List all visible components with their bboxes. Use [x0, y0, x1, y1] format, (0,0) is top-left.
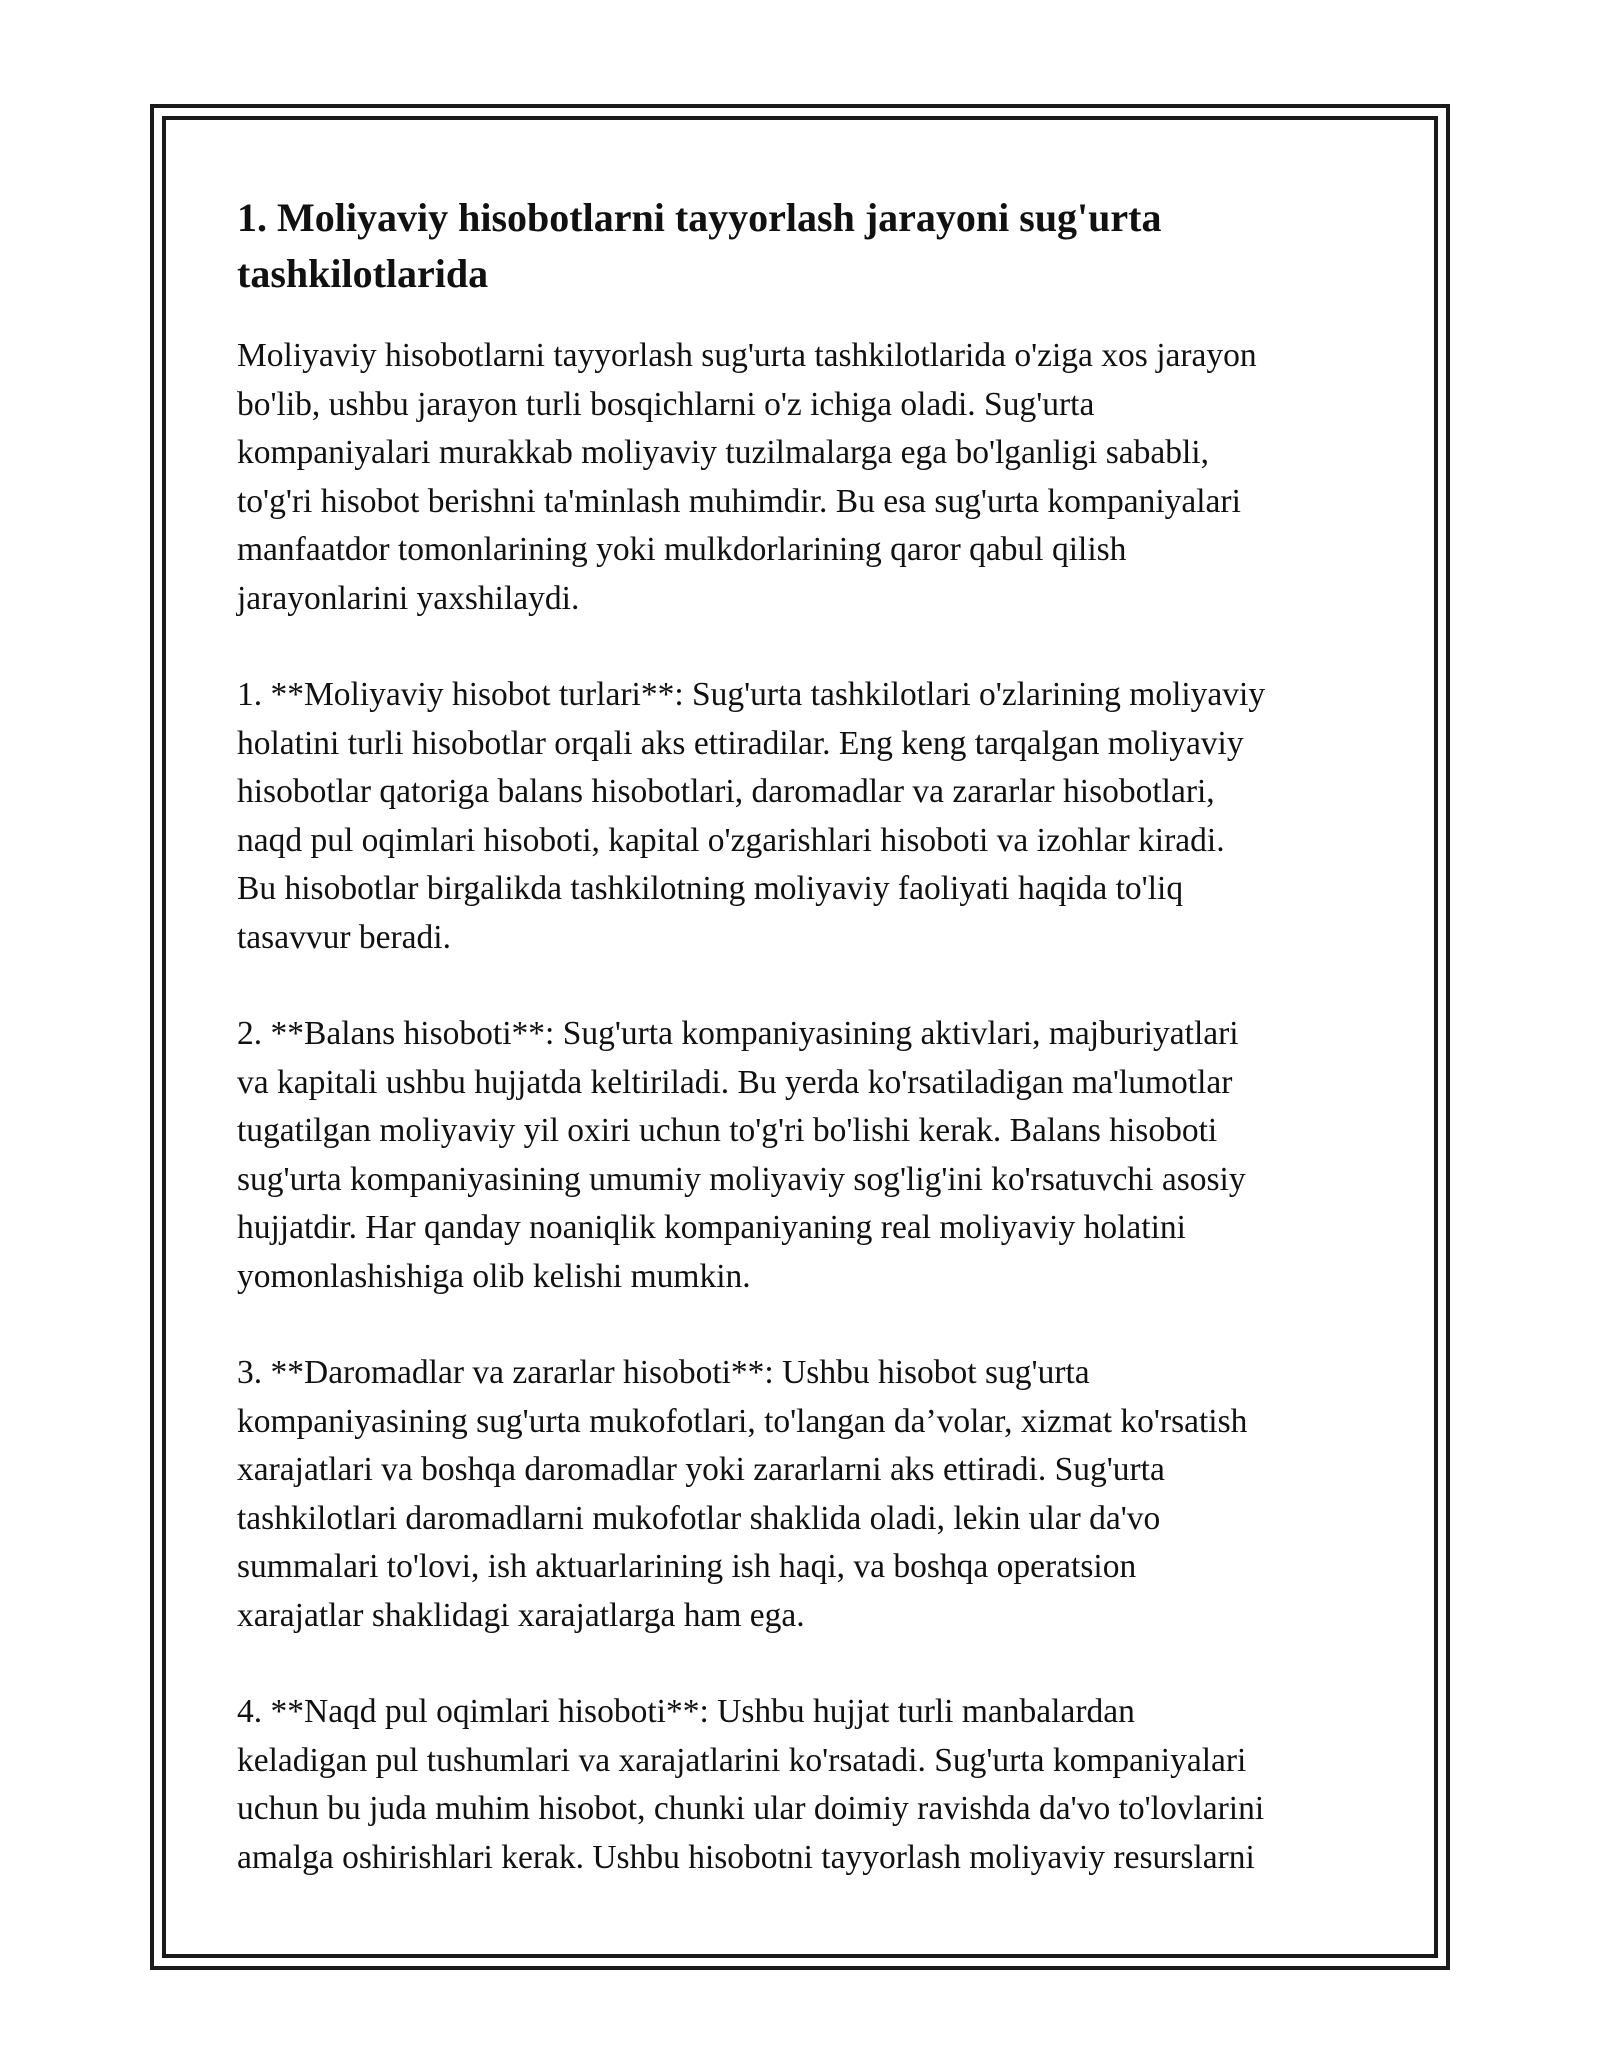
text-line: jarayonlarini yaxshilaydi. — [237, 579, 580, 617]
text-line: sug'urta kompaniyasining umumiy moliyaviy sog'lig'ini ko'rsatuvchi asosiy — [237, 1160, 1246, 1198]
heading-line: 1. Moliyaviy hisobotlarni tayyorlash jarayoni sug'urta — [237, 195, 1162, 240]
text-line: 2. **Balans hisoboti**: Sug'urta kompaniyasining aktivlari, majburiyatlari — [237, 1015, 1239, 1052]
document-body — [237, 190, 1387, 1882]
paragraph-report-types — [237, 671, 1387, 962]
text-line: to'g'ri hisobot berishni ta'minlash muhimdir. Bu esa sug'urta kompaniyalari — [237, 482, 1241, 520]
text-line: Bu hisobotlar birgalikda tashkilotning moliyaviy faoliyati haqida to'liq — [237, 870, 1184, 907]
paragraph-balance-sheet — [237, 1010, 1387, 1301]
text-line: 3. **Daromadlar va zararlar hisoboti**: Ushbu hisobot sug'urta — [237, 1354, 1090, 1391]
text-line: naqd pul oqimlari hisoboti, kapital o'zgarishlari hisoboti va izohlar kiradi. — [237, 821, 1225, 859]
text-line: keladigan pul tushumlari va xarajatlarini ko'rsatadi. Sug'urta kompaniyalari — [237, 1741, 1247, 1779]
text-line: Moliyaviy hisobotlarni tayyorlash sug'urta tashkilotlarida o'ziga xos jarayon — [237, 337, 1257, 374]
text-line: tasavvur beradi. — [237, 918, 451, 956]
intro-paragraph — [237, 332, 1387, 623]
text-line: yomonlashishiga olib kelishi mumkin. — [237, 1257, 751, 1295]
text-line: kompaniyasining sug'urta mukofotlari, to'langan da’volar, xizmat ko'rsatish — [237, 1402, 1248, 1440]
text-line: hujjatdir. Har qanday noaniqlik kompaniyaning real moliyaviy holatini — [237, 1209, 1186, 1246]
paragraph-cash-flow — [237, 1688, 1387, 1882]
text-line: tashkilotlari daromadlarni mukofotlar shaklida oladi, lekin ular da'vo — [237, 1499, 1161, 1537]
text-line: 4. **Naqd pul oqimlari hisoboti**: Ushbu hujjat turli manbalardan — [237, 1693, 1135, 1730]
text-line: amalga oshirishlari kerak. Ushbu hisobotni tayyorlash moliyaviy resurslarni — [237, 1838, 1255, 1876]
text-line: tugatilgan moliyaviy yil oxiri uchun to'g'ri bo'lishi kerak. Balans hisoboti — [237, 1112, 1218, 1149]
text-line: 1. **Moliyaviy hisobot turlari**: Sug'urta tashkilotlari o'zlarining moliyaviy — [237, 676, 1266, 713]
text-line: uchun bu juda muhim hisobot, chunki ular doimiy ravishda da'vo to'lovlarini — [237, 1790, 1265, 1827]
text-line: xarajatlari va boshqa daromadlar yoki zararlarni aks ettiradi. Sug'urta — [237, 1451, 1165, 1488]
heading-line: tashkilotlarida — [237, 251, 489, 296]
text-line: xarajatlar shaklidagi xarajatlarga ham ega. — [237, 1596, 805, 1634]
text-line: va kapitali ushbu hujjatda keltiriladi. Bu yerda ko'rsatiladigan ma'lumotlar — [237, 1063, 1233, 1101]
text-line: hisobotlar qatoriga balans hisobotlari, daromadlar va zararlar hisobotlari, — [237, 773, 1215, 810]
text-line: bo'lib, ushbu jarayon turli bosqichlarni o'z ichiga oladi. Sug'urta — [237, 385, 1095, 423]
text-line: manfaatdor tomonlarining yoki mulkdorlarining qaror qabul qilish — [237, 531, 1127, 568]
text-line: holatini turli hisobotlar orqali aks ettiradilar. Eng keng tarqalgan moliyaviy — [237, 724, 1244, 762]
section-heading — [237, 190, 1387, 302]
text-line: kompaniyalari murakkab moliyaviy tuzilmalarga ega bo'lganligi sababli, — [237, 434, 1209, 471]
text-line: summalari to'lovi, ish aktuarlarining ish haqi, va boshqa operatsion — [237, 1548, 1137, 1585]
paragraph-income-statement — [237, 1349, 1387, 1640]
